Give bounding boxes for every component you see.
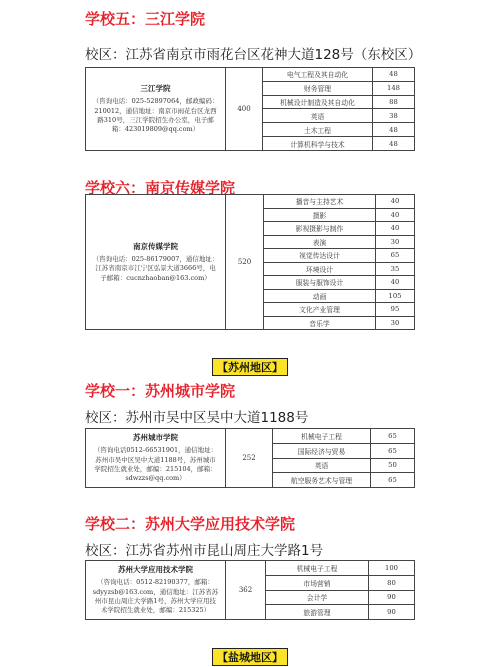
major-name: 电气工程及其自动化 <box>263 68 373 81</box>
major-count: 48 <box>389 139 398 148</box>
major-name: 机械电子工程 <box>273 429 371 443</box>
major-count: 148 <box>387 84 400 93</box>
school2-name: 苏州大学应用技术学院 <box>118 565 193 575</box>
school6-title: 学校六：南京传媒学院 <box>85 179 236 197</box>
school1-detail: （咨询电话0512-66531901，通信地址：苏州市吴中区吴中大道1188号，苏州城市学院招生就业处，邮编：215104，邮箱：sdwzzs@qq.com） <box>93 446 218 483</box>
major-name: 财务管理 <box>263 82 373 95</box>
major-name: 表演 <box>264 236 376 249</box>
region-suzhou-label: 【苏州地区】 <box>212 358 288 376</box>
major-count: 40 <box>390 197 400 206</box>
school6-name: 南京传媒学院 <box>133 241 178 251</box>
major-count: 65 <box>390 251 400 260</box>
major-row <box>264 290 414 304</box>
major-name: 服装与服饰设计 <box>264 276 376 289</box>
major-row <box>263 68 414 82</box>
major-row <box>264 222 414 236</box>
major-row <box>266 576 414 591</box>
school5-info-cell <box>86 68 226 150</box>
major-name: 机械设计制造及其自动化 <box>263 96 373 109</box>
school1-quota: 252 <box>226 429 273 487</box>
school1-campus: 校区：苏州市吴中区吴中大道1188号 <box>85 410 309 426</box>
school5-name: 三江学院 <box>140 84 171 94</box>
school6-table <box>85 194 415 330</box>
major-count: 40 <box>390 224 400 233</box>
school2-table <box>85 560 415 620</box>
school5-majors <box>263 68 414 150</box>
school6-majors <box>264 195 414 329</box>
major-row <box>264 249 414 263</box>
school1-name: 苏州城市学院 <box>133 433 178 443</box>
school1-info-cell <box>86 429 226 487</box>
school6-quota: 520 <box>226 195 264 329</box>
major-row <box>264 276 414 290</box>
school5-campus: 校区：江苏省南京市雨花台区花神大道128号（东校区） <box>85 47 422 63</box>
major-row <box>264 303 414 317</box>
major-name: 视觉传达设计 <box>264 249 376 262</box>
major-name: 英语 <box>263 109 373 122</box>
major-name: 动画 <box>264 290 376 303</box>
major-name: 国际经济与贸易 <box>273 444 371 458</box>
school6-detail: （咨询电话：025-86179007，通信地址：江苏省南京市江宁区弘景大道3666号，电子邮箱：cucnzhaoban@163.com） <box>92 254 219 282</box>
major-row <box>264 195 414 209</box>
major-count: 105 <box>388 291 402 300</box>
major-name: 旅游管理 <box>266 605 369 619</box>
major-name: 会计学 <box>266 591 369 605</box>
major-name: 航空服务艺术与管理 <box>273 473 371 487</box>
major-count: 30 <box>390 318 400 327</box>
major-name: 环境设计 <box>264 263 376 276</box>
major-row <box>263 82 414 96</box>
major-count: 90 <box>387 593 396 602</box>
school2-quota: 362 <box>226 561 266 619</box>
major-name: 影视摄影与制作 <box>264 222 376 235</box>
major-count: 95 <box>390 305 400 314</box>
major-name: 计算机科学与技术 <box>263 137 373 150</box>
school6-info-cell <box>86 195 226 329</box>
school5-detail: （咨询电话：025-52897064，邮政编码：210012，通信地址：南京市雨花台区龙西路310号，三江学院招生办公室，电子邮箱：423019809@qq.com） <box>92 97 219 134</box>
major-name: 摄影 <box>264 209 376 222</box>
school1-title: 学校一：苏州城市学院 <box>85 382 236 400</box>
school2-detail: （咨询电话：0512-82190377，邮箱：sdyyzsb@163.com，通信地址：江苏省苏州市昆山周庄大学路1号，苏州大学应用技术学院招生就业处，邮编：215325） <box>92 578 219 615</box>
major-count: 40 <box>390 210 400 219</box>
major-name: 播音与主持艺术 <box>264 195 376 208</box>
major-count: 65 <box>388 446 397 455</box>
major-row <box>264 317 414 330</box>
major-row <box>273 429 414 444</box>
major-row <box>266 605 414 619</box>
major-row <box>263 96 414 110</box>
school5-table <box>85 67 415 151</box>
region-yancheng-label: 【盐城地区】 <box>212 648 288 666</box>
major-row <box>263 109 414 123</box>
school5-title: 学校五：三江学院 <box>85 10 206 28</box>
school1-table <box>85 428 415 488</box>
major-row <box>263 137 414 150</box>
major-row <box>264 236 414 250</box>
school2-info-cell <box>86 561 226 619</box>
school2-majors <box>266 561 414 619</box>
major-count: 30 <box>390 237 400 246</box>
major-row <box>273 459 414 474</box>
major-count: 65 <box>388 431 397 440</box>
major-name: 机械电子工程 <box>266 561 369 575</box>
major-row <box>273 444 414 459</box>
major-row <box>263 123 414 137</box>
major-count: 88 <box>389 98 398 107</box>
major-count: 80 <box>387 578 396 587</box>
major-row <box>264 209 414 223</box>
major-name: 音乐学 <box>264 317 376 330</box>
major-count: 50 <box>388 461 397 470</box>
major-name: 英语 <box>273 459 371 473</box>
major-row <box>266 591 414 606</box>
school2-title: 学校二：苏州大学应用技术学院 <box>85 515 296 533</box>
major-row <box>273 473 414 487</box>
major-count: 65 <box>388 476 397 485</box>
school2-campus: 校区：江苏省苏州市昆山周庄大学路1号 <box>85 543 324 559</box>
major-row <box>266 561 414 576</box>
major-count: 48 <box>389 125 398 134</box>
major-name: 土木工程 <box>263 123 373 136</box>
school5-quota: 400 <box>226 68 263 150</box>
school1-majors <box>273 429 414 487</box>
major-count: 48 <box>389 70 398 79</box>
major-count: 100 <box>385 563 398 572</box>
major-count: 90 <box>387 608 396 617</box>
major-row <box>264 263 414 277</box>
major-name: 市场营销 <box>266 576 369 590</box>
major-name: 文化产业管理 <box>264 303 376 316</box>
major-count: 38 <box>389 111 398 120</box>
major-count: 40 <box>390 278 400 287</box>
major-count: 35 <box>390 264 400 273</box>
